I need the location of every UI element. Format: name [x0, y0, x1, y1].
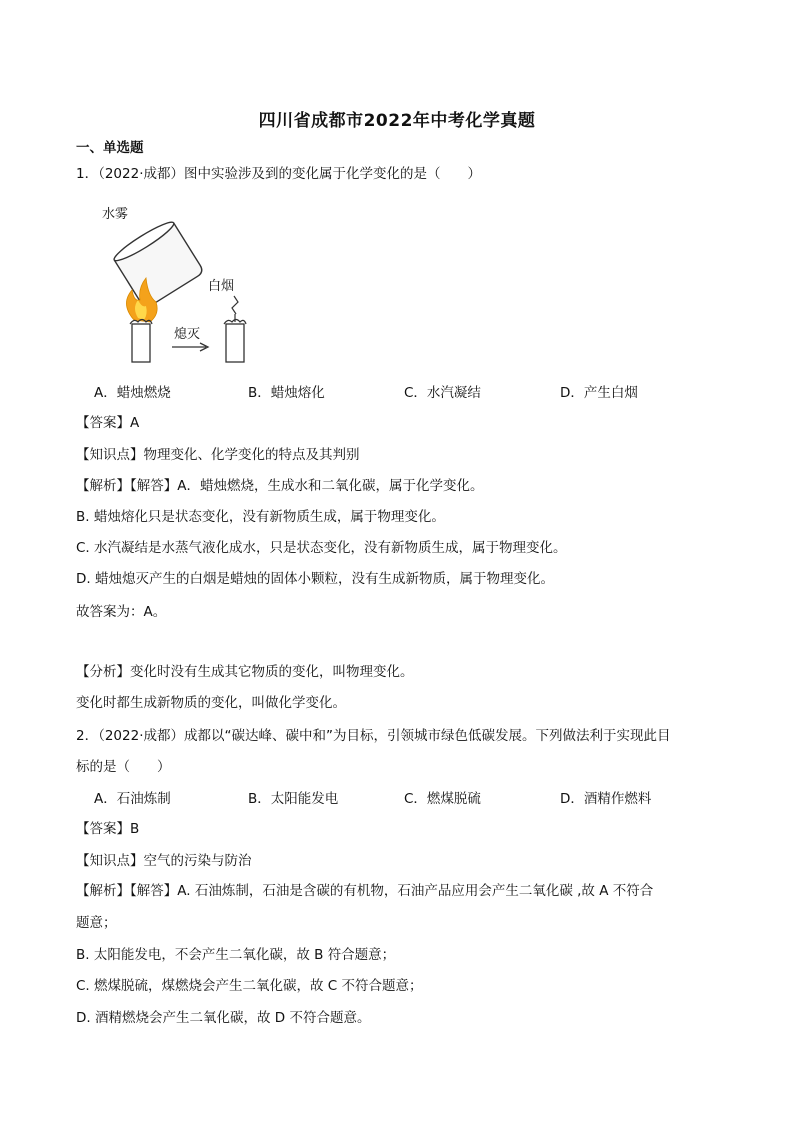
q1-answer: 【答案】A	[76, 415, 140, 431]
q2-answer: 【答案】B	[76, 821, 140, 837]
question-2-stem: 2．（2022·成都）成都以“碳达峰、碳中和”为目标，引领城市绿色低碳发展。下列做法利于实现此目	[76, 728, 671, 744]
q1-option-b: B．蜡烛熔化	[248, 385, 325, 401]
q1-knowledge	[76, 446, 360, 464]
q2-option-b: B．太阳能发电	[248, 791, 339, 807]
q2-analysis-line: D. 酒精燃烧会产生二氧化碳，故 D 不符合题意。	[76, 1010, 371, 1026]
section-heading: 一、单选题	[76, 140, 144, 156]
q1-analysis-line: D. 蜡烛熄灭产生的白烟是蜡烛的固体小颗粒，没有生成新物质，属于物理变化。	[76, 571, 554, 587]
q1-option-a: A．蜡烛燃烧	[94, 385, 171, 401]
extinguish-label: 熄灭	[174, 327, 201, 342]
extinguished-candle-drawing	[224, 314, 246, 362]
q1-fenxi	[76, 663, 414, 681]
question-1-stem: 1．（2022·成都）图中实验涉及到的变化属于化学变化的是（ ）	[76, 166, 481, 182]
fenxi-tag: 【分析】	[76, 664, 130, 680]
q1-analysis-line: 【解析】【解答】A．蜡烛燃烧，生成水和二氧化碳，属于化学变化。	[76, 478, 484, 494]
q2-analysis-line: 题意；	[76, 915, 117, 931]
q1-option-c: C．水汽凝结	[404, 385, 481, 401]
mist-label: 水雾	[102, 207, 129, 222]
q2-option-d: D．酒精作燃料	[560, 791, 652, 807]
lit-candle-drawing	[130, 320, 152, 363]
q2-analysis-line: B. 太阳能发电，不会产生二氧化碳，故 B 符合题意；	[76, 947, 396, 963]
smoke-wisp-drawing	[232, 296, 238, 314]
q1-analysis-line: B. 蜡烛熔化只是状态变化，没有新物质生成，属于物理变化。	[76, 509, 445, 525]
q1-analysis-line: 故答案为：A。	[76, 604, 167, 620]
knowledge-text: 物理变化、化学变化的特点及其判别	[143, 447, 360, 463]
q2-option-c: C．燃煤脱硫	[404, 791, 481, 807]
knowledge-tag: 【知识点】	[76, 447, 144, 463]
candle-experiment-illustration	[90, 198, 250, 368]
page-title: 四川省成都市2022年中考化学真题	[258, 111, 536, 131]
q1-option-d: D．产生白烟	[560, 385, 638, 401]
q1-fenxi-line: 变化时都生成新物质的变化，叫做化学变化。	[76, 695, 346, 711]
candle-experiment-figure	[90, 198, 250, 368]
q2-analysis-line: 【解析】【解答】A. 石油炼制，石油是含碳的有机物，石油产品应用会产生二氧化碳 ,故 A 不符合	[76, 883, 654, 899]
question-2-stem-cont: 标的是（ ）	[76, 759, 171, 775]
q2-option-a: A．石油炼制	[94, 791, 171, 807]
smoke-label: 白烟	[208, 279, 235, 294]
knowledge-tag: 【知识点】	[76, 853, 144, 869]
beaker-drawing	[111, 218, 204, 309]
knowledge-text: 空气的污染与防治	[143, 853, 252, 869]
fenxi-text: 变化时没有生成其它物质的变化，叫物理变化。	[130, 664, 414, 680]
q1-analysis-line: C. 水汽凝结是水蒸气液化成水，只是状态变化，没有新物质生成，属于物理变化。	[76, 540, 567, 556]
q2-analysis-line: C. 燃煤脱硫，煤燃烧会产生二氧化碳，故 C 不符合题意；	[76, 978, 423, 994]
q2-knowledge	[76, 852, 252, 870]
arrow-right-icon	[172, 343, 208, 351]
